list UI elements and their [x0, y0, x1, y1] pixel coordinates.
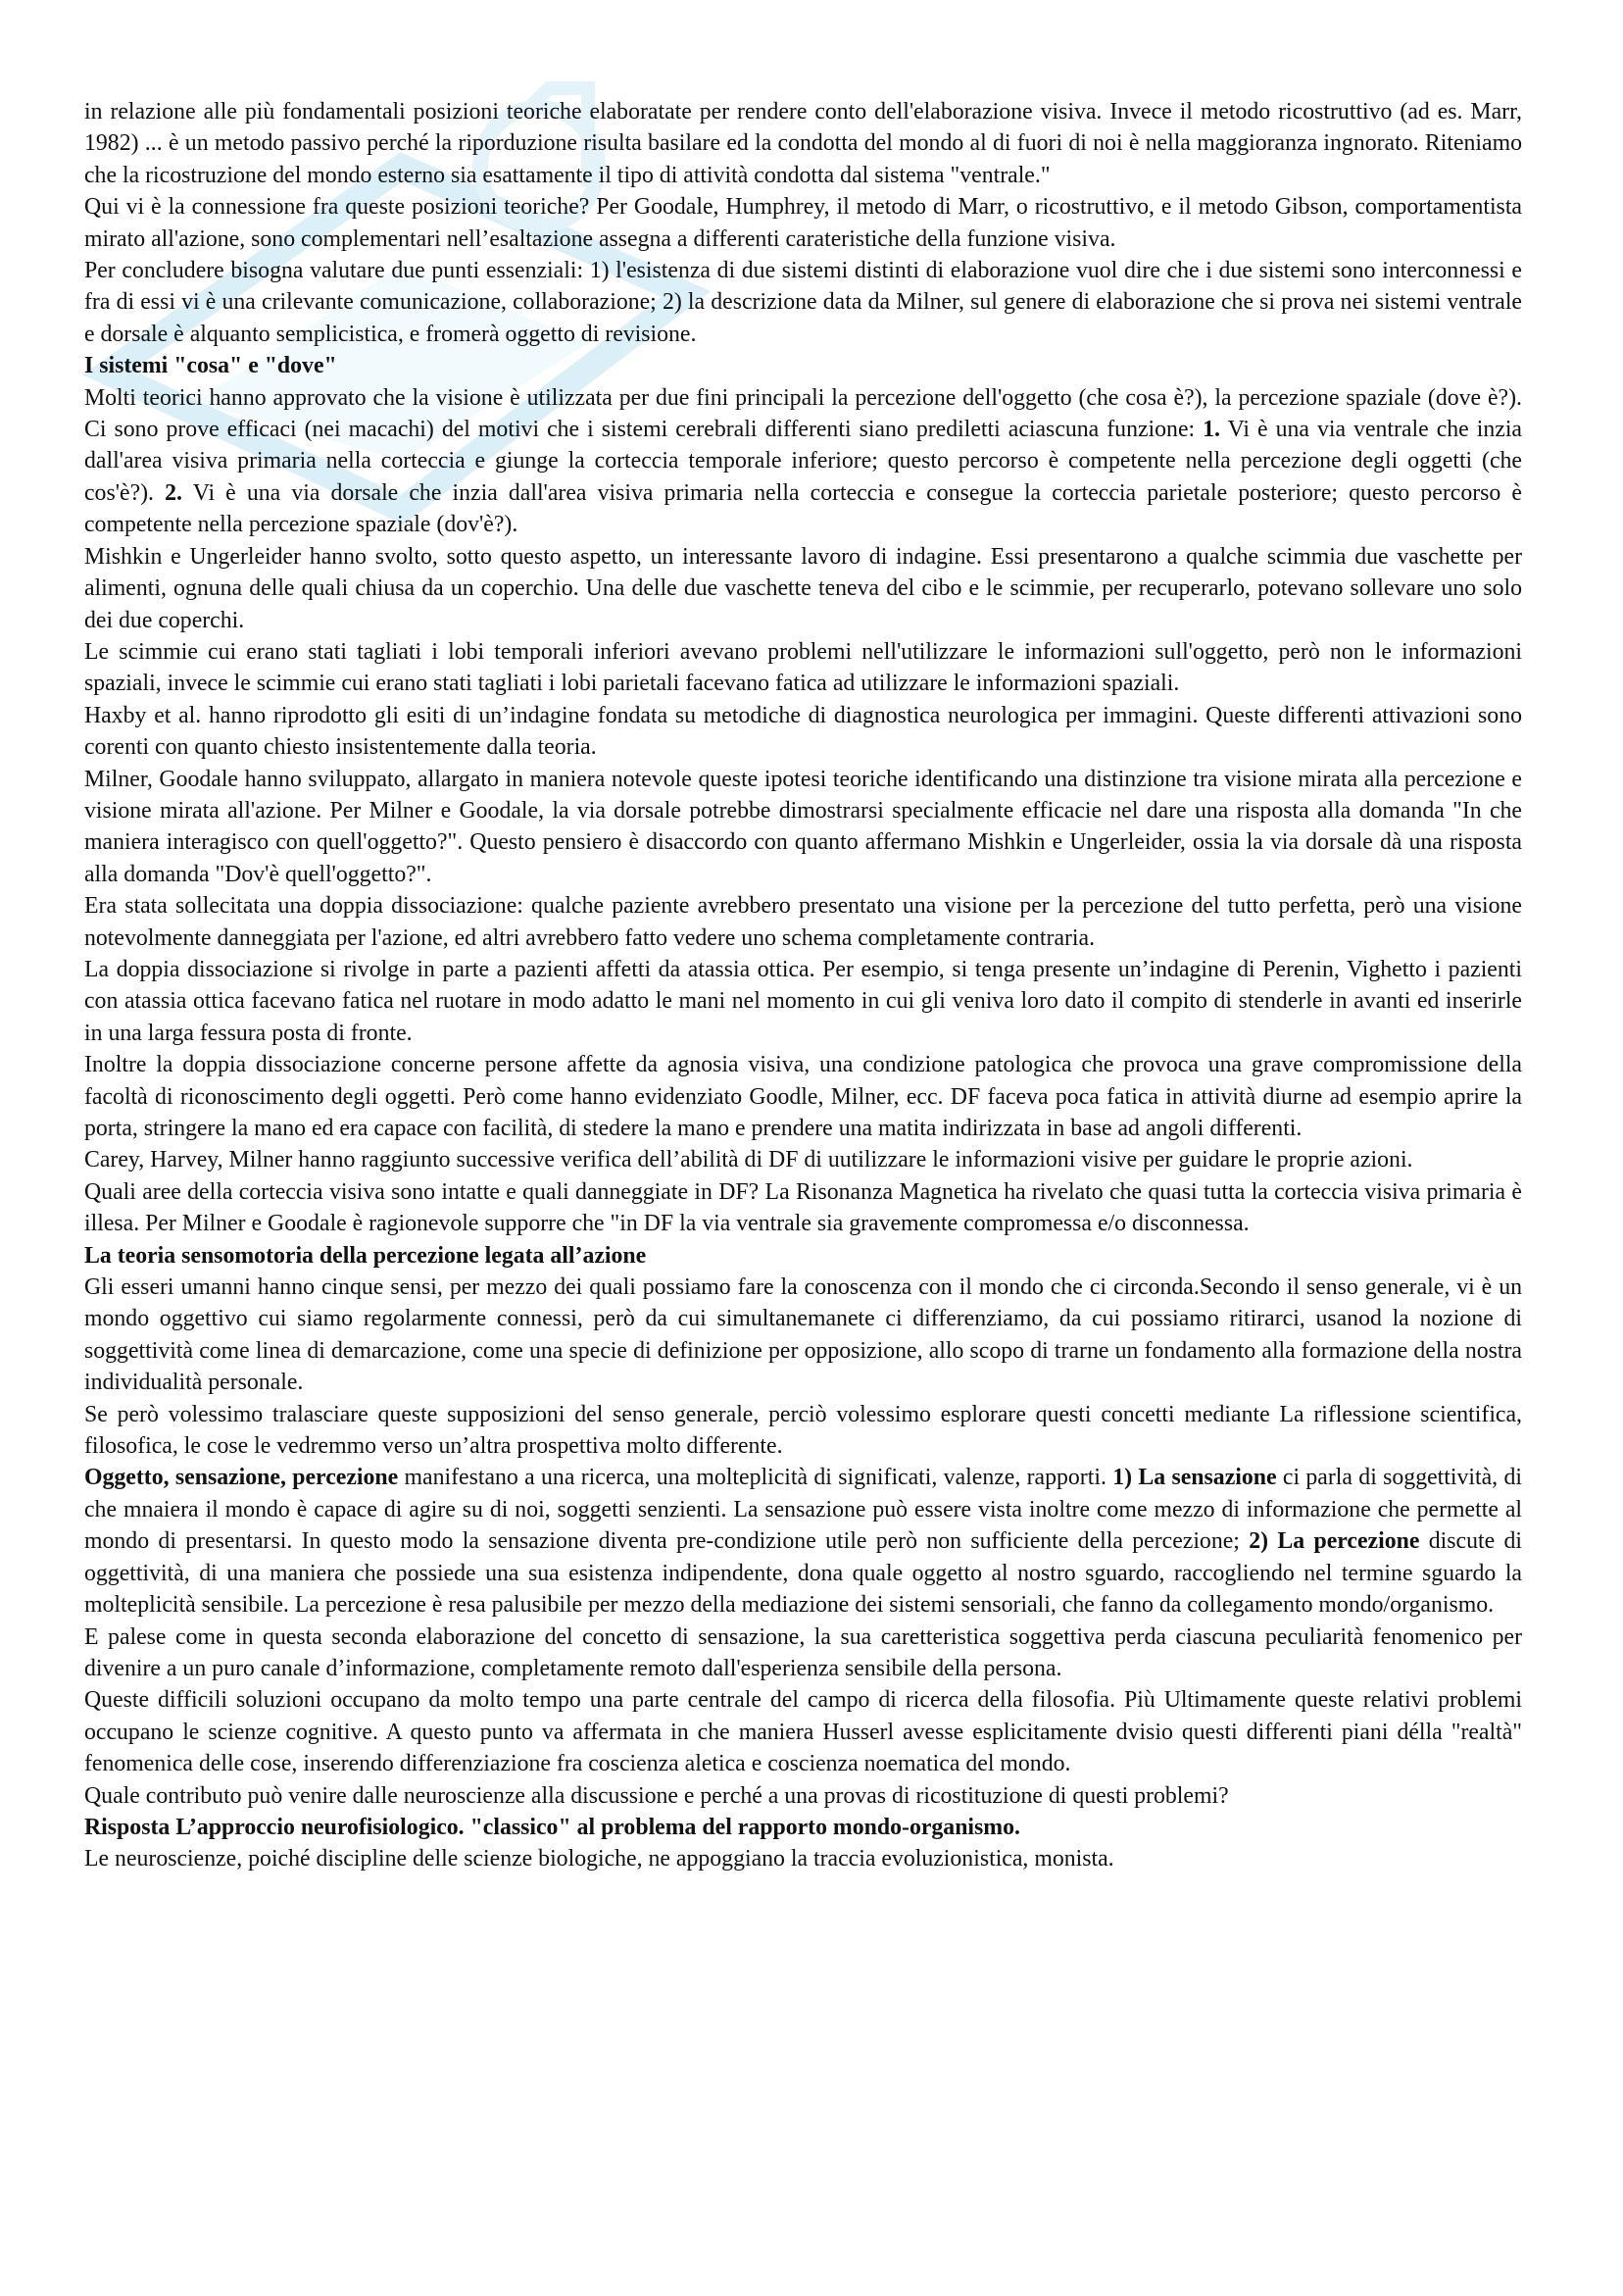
- paragraph: Quali aree della corteccia visiva sono intatte e quali danneggiate in DF? La Risonanza Magnetica ha rivelato che quasi tutta la corteccia visiva primaria è illesa. Per Milner e Goodale è ragionevole supporre che "in DF la via ventrale sia gravemente compromessa e/o disconnessa.: [84, 1178, 1522, 1237]
- bold-run: 2) La percezione: [1249, 1528, 1420, 1555]
- paragraph: Gli esseri umanni hanno cinque sensi, per mezzo dei quali possiamo fare la conoscenza con il mondo che ci circonda.Secondo il senso generale, vi è un mondo oggettivo cui siamo regolarmente connessi, però da cui simultanemanete ci differenziamo, da cui possiamo ritirarci, usanod la nozione di soggettività come linea di demarcazione, come una specie di definizione per opposizione, allo scopo di trarne un fondamento alla formazione della nostra individualità personale.: [84, 1274, 1522, 1396]
- text-run: Molti teorici hanno approvato che la visione è utilizzata per due fini principali la percezione dell'oggetto (che cosa è?), la percezione spaziale (dove è?). Ci sono prove efficaci (nei macachi) del motivi che i sistemi cerebrali differenti siano prediletti aciascuna funzione:: [84, 384, 1522, 443]
- paragraph: Per concludere bisogna valutare due punti essenziali: 1) l'esistenza di due sistemi distinti di elaborazione vuol dire che i due sistemi sono interconnessi e fra di essi vi è una crilevante comunicazione, collaborazione; 2) la descrizione data da Milner, sul genere di elaborazione che si prova nei sistemi ventrale e dorsale è alquanto semplicistica, e fromerà oggetto di revisione.: [84, 258, 1522, 347]
- paragraph: Le neuroscienze, poiché discipline delle scienze biologiche, ne appoggiano la traccia evoluzionistica, monista.: [84, 1846, 1114, 1872]
- paragraph: Qui vi è la connessione fra queste posizioni teoriche? Per Goodale, Humphrey, il metodo di Marr, o ricostruttivo, e il metodo Gibson, comportamentista mirato all'azione, sono complementari nell’esaltazione assegna a differenti carateristiche della funzione visiva.: [84, 194, 1522, 252]
- paragraph: Inoltre la doppia dissociazione concerne persone affette da agnosia visiva, una condizione patologica che provoca una grave compromissione della facoltà di riconoscimento degli oggetti. Però come hanno evidenziato Goodle, Milner, ecc. DF faceva poca fatica in attività diurne ad esempio aprire la porta, stringere la mano ed era capace con facilità, di stedere la mano e prendere una matita indirizzata in base ad angoli differenti.: [84, 1052, 1522, 1141]
- paragraph: E palese come in questa seconda elaborazione del concetto di sensazione, la sua caretteristica soggettiva perda ciascuna peculiarità fenomenico per divenire a un puro canale d’informazione, completamente remoto dall'esperienza sensibile della persona.: [84, 1623, 1522, 1681]
- bold-run: 2.: [165, 479, 182, 506]
- text-run: discute di oggettività, di una maniera che possiede una sua esistenza indipendente, dona quale oggetto al nostro sguardo, raccogliendo nel termine sguardo la molteplicità sensibile. La percezione è resa palusibile per mezzo della mediazione dei sistemi sensoriali, che fanno da collegamento mondo/organismo.: [84, 1528, 1522, 1619]
- bold-run: 1.: [1203, 417, 1221, 443]
- paragraph: Era stata sollecitata una doppia dissociazione: qualche paziente avrebbero presentato una visione per la percezione del tutto perfetta, però una visione notevolmente danneggiata per l'azione, ed altri avrebbero fatto vedere uno schema completamente contraria.: [84, 893, 1522, 951]
- section-heading: I sistemi "cosa" e "dove": [84, 353, 337, 379]
- paragraph: [84, 1462, 1522, 1621]
- paragraph: Se però volessimo tralasciare queste supposizioni del senso generale, perciò volessimo esplorare questi concetti mediante La riflessione scientifica, filosofica, le cose le vedremmo verso un’altra prospettiva molto differente.: [84, 1401, 1522, 1460]
- paragraph: [84, 382, 1522, 541]
- text-run: manifestano a una ricerca, una molteplicità di significati, valenze, rapporti.: [398, 1465, 1113, 1491]
- bold-run: Oggetto, sensazione, percezione: [84, 1465, 399, 1491]
- text-run: Vi è una via ventrale che inzia dall'area visiva primaria nella corteccia e giunge la corteccia temporale inferiore; questo percorso è competente nella percezione degli oggetti (che cos'è?).: [84, 417, 1522, 506]
- section-heading: La teoria sensomotoria della percezione legata all’azione: [84, 1242, 647, 1269]
- bold-run: 1) La sensazione: [1112, 1465, 1277, 1491]
- text-run: Vi è una via dorsale che inzia dall'area visiva primaria nella corteccia e consegue la corteccia parietale posteriore; questo percorso è competente nella percezione spaziale (dov'è?).: [84, 479, 1522, 538]
- section-heading: Risposta L’approccio neurofisiologico. "classico" al problema del rapporto mondo-organismo.: [84, 1814, 1020, 1840]
- paragraph: La doppia dissociazione si rivolge in parte a pazienti affetti da atassia ottica. Per esempio, si tenga presente un’indagine di Perenin, Vighetto i pazienti con atassia ottica facevano fatica nel ruotare in modo adatto le mani nel momento in cui gli veniva loro dato il compito di stenderle in avanti ed inserirle in una larga fessura posta di fronte.: [84, 956, 1522, 1046]
- paragraph: Queste difficili soluzioni occupano da molto tempo una parte centrale del campo di ricerca della filosofia. Più Ultimamente queste relativi problemi occupano le scienze cognitive. A questo punto va affermata in che maniera Husserl avesse esplicitamente dvisio questi differenti piani délla "realtà" fenomenica delle cose, inserendo differenziazione fra coscienza aletica e coscienza noematica del mondo.: [84, 1687, 1522, 1777]
- paragraph: Milner, Goodale hanno sviluppato, allargato in maniera notevole queste ipotesi teoriche identificando una distinzione tra visione mirata alla percezione e visione mirata all'azione. Per Milner e Goodale, la via dorsale potrebbe dimostrarsi specialmente efficacie nel dare una risposta alla domanda "In che maniera interagisco con quell'oggetto?". Questo pensiero è disaccordo con quanto affermano Mishkin e Ungerleider, ossia la via dorsale dà una risposta alla domanda "Dov'è quell'oggetto?".: [84, 766, 1522, 887]
- paragraph: Mishkin e Ungerleider hanno svolto, sotto questo aspetto, un interessante lavoro di indagine. Essi presentarono a qualche scimmia due vaschette per alimenti, ognuna delle quali chiusa da un coperchio. Una delle due vaschette teneva del cibo e le scimmie, per recuperarlo, potevano sollevare uno solo dei due coperchi.: [84, 543, 1522, 633]
- paragraph: Quale contributo può venire dalle neuroscienze alla discussione e perché a una provas di ricostituzione di questi problemi?: [84, 1782, 1229, 1809]
- paragraph: Haxby et al. hanno riprodotto gli esiti di un’indagine fondata su metodiche di diagnostica neurologica per immagini. Queste differenti attivazioni sono corenti con quanto chiesto insistentemente dalla teoria.: [84, 702, 1522, 761]
- paragraph: Le scimmie cui erano stati tagliati i lobi temporali inferiori avevano problemi nell'utilizzare le informazioni sull'oggetto, però non le informazioni spaziali, invece le scimmie cui erano stati tagliati i lobi parietali facevano fatica ad utilizzare le informazioni spaziali.: [84, 638, 1522, 697]
- document-body: [84, 96, 1522, 1875]
- text-run: ci parla di soggettività, di che mnaiera il mondo è capace di agire su di noi, soggetti senzienti. La sensazione può essere vista inoltre come mezzo di informazione che permette al mondo di presentarsi. In questo modo la sensazione diventa pre-condizione utile però non sufficiente della percezione;: [84, 1465, 1522, 1555]
- paragraph: Carey, Harvey, Milner hanno raggiunto successive verifica dell’abilità di DF di uutilizzare le informazioni visive per guidare le proprie azioni.: [84, 1147, 1413, 1173]
- paragraph: in relazione alle più fondamentali posizioni teoriche elaboratate per rendere conto dell'elaborazione visiva. Invece il metodo ricostruttivo (ad es. Marr, 1982) ... è un metodo passivo perché la riporduzione risulta basilare ed la condotta del mondo al di fuori di noi è nella maggioranza ingnorato. Riteniamo che la ricostruzione del mondo esterno sia esattamente il tipo di attività condotta dal sistema "ventrale.": [84, 99, 1522, 188]
